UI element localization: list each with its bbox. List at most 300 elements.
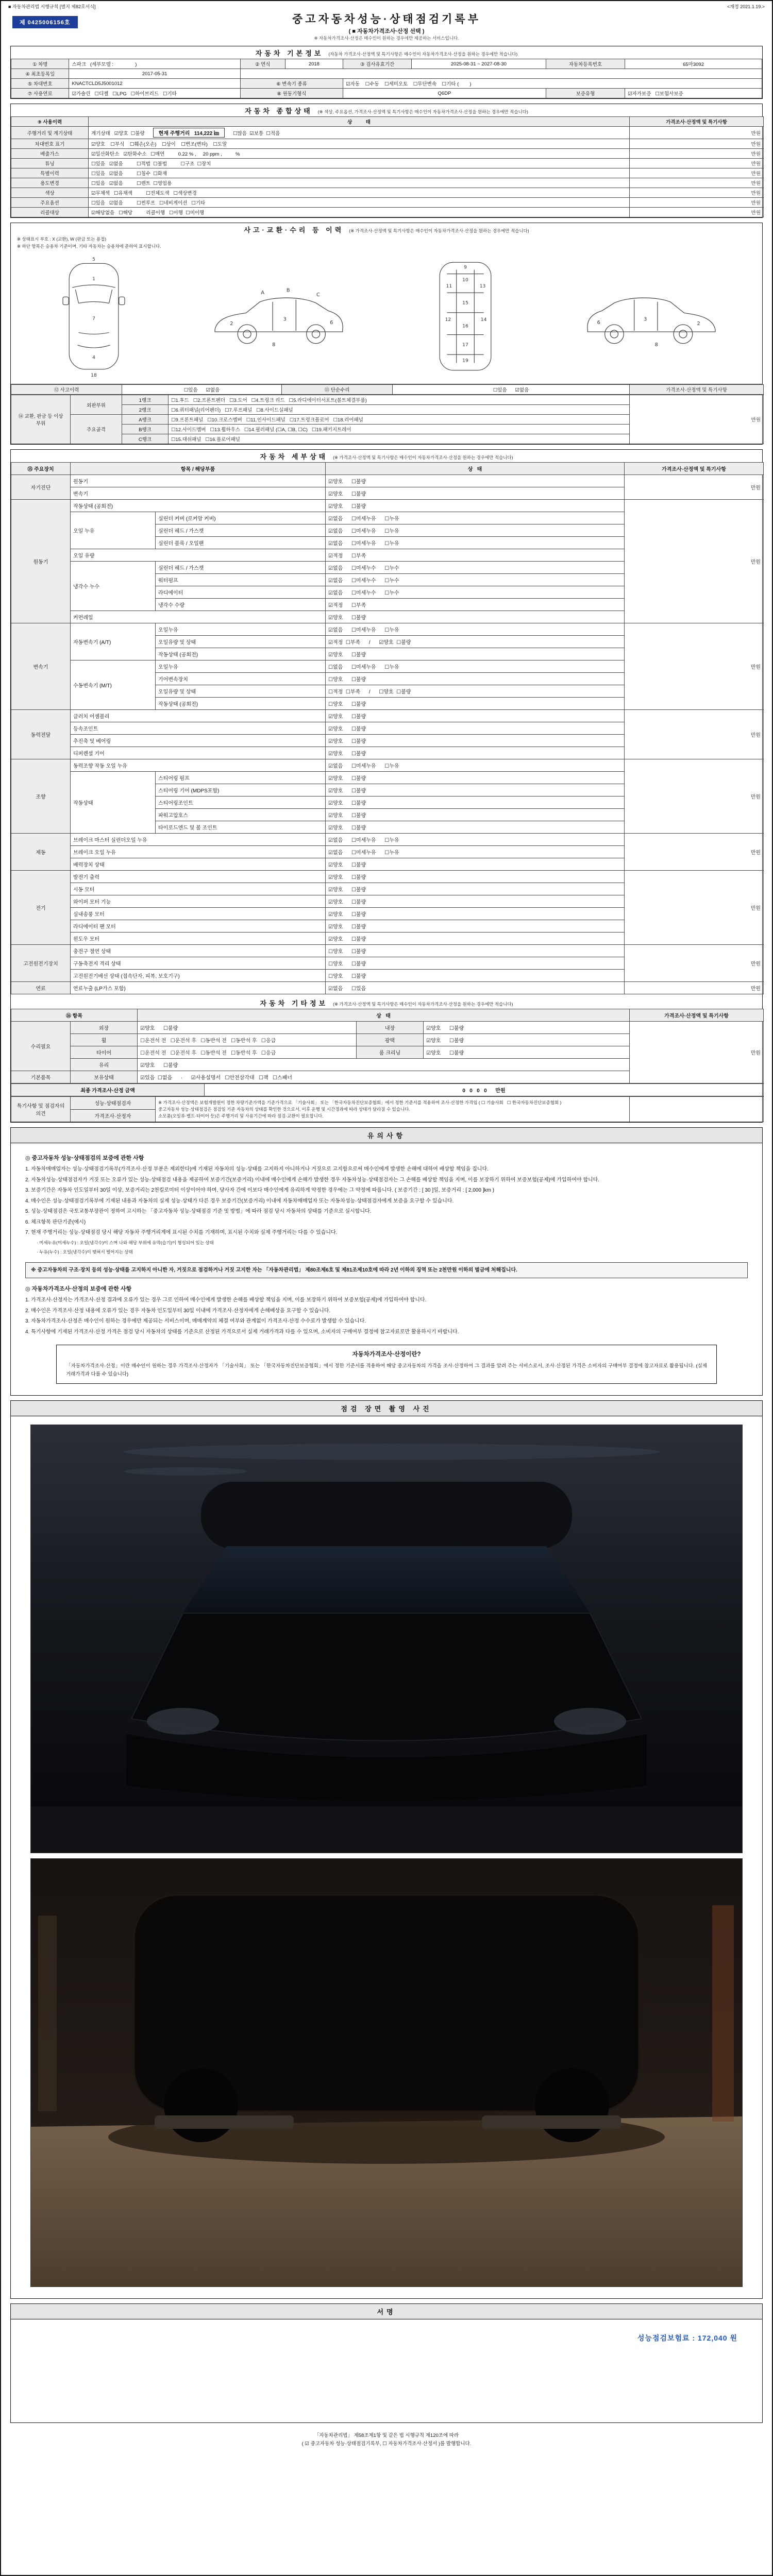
table <box>11 1009 764 1083</box>
table-cell: 변속기 <box>71 487 326 500</box>
footer-line-2: ( ☑ 중고자동차 성능·상태점검기록부, ☐ 자동차가격조사·산정서 )를 발행합니다. <box>301 2441 472 2447</box>
accident-history-table <box>11 384 762 395</box>
table-cell: 구동축전지 격리 상태 <box>71 957 326 970</box>
table-cell: 만원 <box>625 945 764 982</box>
table-cell: 오일유량 및 상태 <box>156 685 326 698</box>
table-cell: 만원 <box>630 1022 764 1083</box>
table-cell: ☑양호 ☐불량 <box>326 487 625 500</box>
plate-number: 65마3092 <box>625 59 762 69</box>
table-cell: ⑮ 주요장치 <box>11 463 71 475</box>
table-cell: ☑자동 ☐수동 ☐세미오토 ☐무단변속 ☐기타 ( ) <box>343 79 762 89</box>
table-cell: 수동변속기 (M/T) <box>71 660 156 710</box>
table-cell: 만원 <box>630 178 764 188</box>
table <box>11 116 764 217</box>
table-cell: ☐있음 ☑없음 <box>122 385 282 395</box>
photo-underbody-graphic <box>31 1859 742 2286</box>
table-row <box>11 710 764 722</box>
table-cell: ☐양호 ☐불량 <box>326 698 625 710</box>
table-cell: 클러치 어셈블리 <box>71 710 326 722</box>
section-title <box>11 996 762 1009</box>
penalty-notice: ※ 중고자동차의 구조·장치 등의 성능·상태를 고지하지 아니한 자, 거짓으로 점검하거나 거짓 고지한 자는 「자동차관리법」 제80조제6호 및 제81조제10호에 따라 2년 이하의 징역 또는 2천만원 이하의 벌금에 처해집니다. <box>25 1262 748 1279</box>
price-appraisal-info-body: 「자동차가격조사·산정」이란 매수인이 원하는 경우 가격조사·산정자가 「기술사회」 또는 「한국자동차진단보증협회」에서 정한 기준서를 적용하여 해당 중고자동차의 가격을 조사·산정하여 그 결과를 알려 주는 서비스로서, 조사·산정된 가격은 소비자의 구매여부 결정에 참고자료로 활용됩니다. (실제 거래가격과 다를 수 있습니다) <box>66 1363 707 1377</box>
vin: KNACTCLD5J5001012 <box>69 79 240 89</box>
table-cell: 스티어링 기어 (MDPS포함) <box>156 784 326 796</box>
table-cell: 작동상태 (공회전) <box>71 500 326 512</box>
notice-section-title: ◎ 중고자동차 성능·상태점검의 보증에 관한 사항 <box>25 1155 144 1161</box>
table-cell: ☑양호 ☐불량 <box>326 858 625 871</box>
table-cell: 시동 모터 <box>71 883 326 895</box>
table-cell: 만원 <box>625 834 764 871</box>
table-cell: ⑤ 차대번호 <box>11 79 69 89</box>
table-cell: ☑양호 ☐불량 <box>326 871 625 883</box>
notice-item: 1. 가격조사·산정자는 가격조사·산정 결과에 오류가 있는 경우 그로 인하여 매수인에게 발생한 손해를 배상할 책임을 지며, 이를 보장하기 위하여 보증보험(공제)에 가입하여야 합니다. <box>25 1297 427 1303</box>
table-cell: 만원 <box>625 982 764 994</box>
table-cell: 만원 <box>630 127 764 139</box>
section-basic-info <box>10 46 763 99</box>
notice-item: · 누유(누수) : 오일(냉각수)이 맺혀서 떨어지는 상태 <box>37 1249 133 1255</box>
table-cell: 워터펌프 <box>156 574 326 586</box>
pillar-label: B <box>287 287 290 294</box>
accident-title: 사고·교환·수리 등 이력 <box>244 226 344 234</box>
table-cell: 브레이크 오일 누유 <box>71 846 326 858</box>
table-cell: ☑양호 ☐불량 <box>424 1022 630 1034</box>
detail-note: (※ 가격조사·산정액 및 특기사항은 매수인이 자동차가격조사·산정을 원하는 경우에만 적습니다) <box>333 455 513 460</box>
table-cell: 특별이력 <box>11 168 89 178</box>
page-subtitle: ( ■ 자동차가격조사·산정 선택 ) <box>348 28 425 35</box>
table-cell: ④ 최초등록일 <box>11 69 69 79</box>
table-row <box>11 834 764 846</box>
table-cell: C랭크 <box>122 434 169 444</box>
table-cell: ☐있음 ☑없음 ☐썬루프 ☐네비게이션 ☐기타 <box>89 198 630 208</box>
panel-number: 18 <box>90 372 97 378</box>
table-cell: Q6DP <box>343 89 546 98</box>
table-cell: ☑없음 ☐미세누유 ☐누유 <box>326 524 625 537</box>
table-cell: 만원 <box>625 871 764 945</box>
table-cell: 디퍼렌셜 기어 <box>71 747 326 759</box>
panel-number: 6 <box>597 320 601 326</box>
table-cell: 외장 <box>71 1022 138 1034</box>
table-cell: 만원 <box>625 500 764 623</box>
table-cell: 등속조인트 <box>71 722 326 735</box>
inspector-opinion-table <box>11 1096 762 1122</box>
table-cell: 원동기 <box>71 475 326 487</box>
table <box>11 59 762 98</box>
table-cell: 상 태 <box>326 463 625 475</box>
car-left-side-diagram <box>207 281 351 353</box>
summary-note: (※ 색상, 주요옵션, 가격조사·산정액 및 특기사항은 매수인이 자동차가격조사·산정을 원하는 경우에만 적습니다) <box>317 109 528 114</box>
table-cell: 2025-08-31 ~ 2027-08-30 <box>412 59 546 69</box>
table-cell: 만원 <box>630 168 764 178</box>
panel-number: 2 <box>230 321 233 327</box>
panel-number: 3 <box>644 316 647 323</box>
table-cell: 실린더 헤드 / 가스켓 <box>156 562 326 574</box>
table-cell: 라디에이터 <box>156 586 326 599</box>
table-row <box>11 89 762 98</box>
pillar-label: A <box>261 290 265 296</box>
table-cell: ☑양호 ☐불량 <box>326 722 625 735</box>
table-cell: ☑양호 ☐불량 <box>326 784 625 796</box>
car-diagrams <box>11 250 762 384</box>
table-cell: 오일누유 <box>156 623 326 636</box>
notice-item: 3. 자동차가격조사·산정은 매수인이 원하는 경우에만 제공되는 서비스이며, 매매계약의 체결 여부와 관계없이 가격조사·산정 수수료가 발생할 수 있습니다. <box>25 1318 366 1325</box>
final-price-table <box>11 1083 762 1096</box>
panel-number: 13 <box>479 284 486 290</box>
table-cell: ☑양호 ☐불량 <box>138 1022 357 1034</box>
table-cell: ☑적정 ☐부족 <box>326 599 625 611</box>
section-title <box>11 46 762 59</box>
table <box>11 462 764 994</box>
notice-item: 6. 체크항목 판단기준(예시) <box>25 1219 86 1225</box>
table-cell: ⑦ 사용연료 <box>11 89 69 98</box>
cell-part: 계기상태 ☑양호 ☐불량 <box>91 131 145 137</box>
table-cell: 2017-05-31 <box>69 69 240 79</box>
table-row <box>11 1022 764 1034</box>
overall-state-table <box>11 116 762 217</box>
notice-section-title: ◎ 자동차가격조사·산정의 보증에 관한 사항 <box>25 1286 132 1292</box>
table-row <box>11 1009 764 1022</box>
cell-part: 중고자동차 성능·상태점검은 점검일 기준 자동차의 상태를 확인한 것으로서, 이후 운행 및 시간경과에 따라 상태가 달라질 수 있습니다. <box>158 1107 410 1112</box>
table-cell: 리콜대상 <box>11 208 89 217</box>
table-cell: 와이퍼 모터 기능 <box>71 895 326 908</box>
table-row <box>11 500 764 512</box>
table-row <box>11 1097 764 1110</box>
table-cell: 만원 <box>630 149 764 159</box>
table-cell: 만원 <box>630 198 764 208</box>
table-cell: 수리필요 <box>11 1022 71 1071</box>
table-cell: ☑양호 ☐불량 <box>326 772 625 784</box>
table-row <box>11 475 764 487</box>
accident-legend-2: ※ 하단 항목은 승용차 기준이며, 기타 자동차는 승용차에 준하여 표시합니다. <box>17 244 161 249</box>
table <box>11 1096 764 1122</box>
cell-part: 소모품(오일류·벨트·타이어 등)은 주행거리 및 사용기간에 따라 점검·교환이 필요합니다. <box>158 1113 324 1118</box>
document-header <box>1 10 772 43</box>
table-cell: 룸 크리닝 <box>357 1046 424 1059</box>
table-cell: ☑양호 ☐불량 <box>326 821 625 834</box>
table-cell: ☑양호 ☐불량 <box>326 908 625 920</box>
table-cell: ⑭ 교환, 판금 등 이상 부위 <box>11 395 71 444</box>
table-row <box>11 198 764 208</box>
table-row <box>11 79 762 89</box>
panel-number: 6 <box>330 320 333 326</box>
panel-number: 11 <box>446 284 452 290</box>
table-cell: 배출가스 <box>11 149 89 159</box>
table-cell: 변속기 <box>11 623 71 710</box>
table-cell <box>240 69 762 79</box>
table-cell: ☐양호 ☐불량 <box>326 957 625 970</box>
table-cell: ☐15.대쉬패널 ☐16.플로어패널 <box>169 434 630 444</box>
notice-list-2 <box>25 1296 748 1336</box>
notice-item: 2. 자동차성능·상태점검자가 거짓 또는 오류가 있는 성능·상태점검 내용을 제공하여 보증기간(보증거리) 이내에 매수인에게 손해가 발생한 경우 자동차성능·상태점검자는 그 손해를 배상할 책임을 지며, 이를 보장하기 위하여 보증보험(공제)에 가입하여야 합니다. <box>25 1177 600 1183</box>
table-cell: 작동상태 (공회전) <box>156 698 326 710</box>
table-row <box>11 871 764 883</box>
table-cell: ☑가솔린 ☐디젤 ☐LPG ☐하이브리드 ☐기타 <box>69 89 240 98</box>
section-title <box>11 223 762 235</box>
table-cell: 만원 <box>630 188 764 198</box>
signature-title-bar: 서명 <box>11 2304 762 2319</box>
panel-number: 7 <box>92 316 95 322</box>
panel-number: 2 <box>697 321 700 327</box>
table-cell: 실린더 커버 (로커암 커버) <box>156 512 326 524</box>
table-cell: ① 차명 <box>11 59 69 69</box>
table-cell: 기어변속장치 <box>156 673 326 685</box>
table-cell: ☑양호 ☐불량 <box>424 1034 630 1046</box>
table-cell: ☑양호 ☐불량 <box>326 920 625 933</box>
panel-number: 16 <box>462 324 468 329</box>
basic-info-table <box>11 59 762 98</box>
car-top-view-diagram <box>50 255 138 379</box>
insurance-fee-label: 성능점검보험료 : <box>637 2333 698 2342</box>
table-cell: 1랭크 <box>122 395 169 405</box>
table-cell: ☑양호 ☐불량 <box>326 648 625 660</box>
table-row <box>11 149 764 159</box>
table-cell: 만원 <box>625 710 764 759</box>
table-cell: 브레이크 마스터 실린더오일 누유 <box>71 834 326 846</box>
table-cell: 냉각수 수량 <box>156 599 326 611</box>
table-cell: ☑없음 ☐미세누수 ☐누수 <box>326 574 625 586</box>
table-cell: ☐6.쿼터패널(리어펜더) ☐7.루프패널 ☐8.사이드실패널 <box>169 405 630 415</box>
table-cell: 오일 누유 <box>71 512 156 549</box>
notice-body <box>11 1143 762 1395</box>
table-cell: ☐있음 ☑없음 ☐침수 ☐화재 <box>89 168 630 178</box>
table-row <box>11 463 764 475</box>
table-cell: 오일 유량 <box>71 549 326 562</box>
table-cell: 실린더 헤드 / 가스켓 <box>156 524 326 537</box>
panel-number: 4 <box>92 355 95 361</box>
accident-legend-1: ※ 상태표시 부호 : X (교환), W (판금 또는 용접) <box>17 236 107 242</box>
table-cell: 제동 <box>11 834 71 871</box>
table-cell: 내장 <box>357 1022 424 1034</box>
table-cell: 색상 <box>11 188 89 198</box>
panel-number: 15 <box>462 300 468 306</box>
table-cell: 추진축 및 베어링 <box>71 735 326 747</box>
table-cell: ☐9.프론트패널 ☐10.크로스멤버 ☐11.인사이드패널 ☐17.트렁크플로어 ☐18.리어패널 <box>169 415 630 425</box>
price-appraisal-info-title: 자동차가격조사·산정이란? <box>352 1351 421 1358</box>
table-row <box>11 1084 764 1096</box>
section-accident-history <box>10 223 763 445</box>
table-cell: 커먼레일 <box>71 611 326 623</box>
table-cell: 냉각수 누수 <box>71 562 156 611</box>
table-cell: 보유상태 <box>71 1071 138 1083</box>
table-cell: ☐운전석 전 ☐운전석 후 ☐동반석 전 ☐동반석 후 ☐응급 <box>138 1034 357 1046</box>
table-cell: ☐양호 ☐불량 <box>326 673 625 685</box>
table-cell: 자기진단 <box>11 475 71 500</box>
table-row <box>11 759 764 772</box>
panel-number: 5 <box>92 257 95 263</box>
etc-title: 자동차 기타정보 <box>260 999 328 1007</box>
table-cell: 만원 <box>625 623 764 710</box>
table-cell: 가격조사·산정액 및 특기사항 <box>630 1009 764 1022</box>
panel-number: 19 <box>462 358 468 364</box>
table-cell: 타이로드엔드 및 볼 조인트 <box>156 821 326 834</box>
table-cell: ⑯ 항목 <box>11 1009 138 1022</box>
table-cell: ☑없음 ☐미세누유 ☐누유 <box>326 537 625 549</box>
table-cell: ☑없음 ☐미세누유 ☐누유 <box>326 834 625 846</box>
table-row <box>11 139 764 149</box>
table-cell: ☐없음 ☐미세누유 ☐누유 <box>326 660 625 673</box>
table-cell: 오일유량 및 상태 <box>156 636 326 648</box>
table-cell: ☑양호 ☐불량 <box>326 809 625 821</box>
table-cell: 스파크 (세부모델 : ) <box>69 59 240 69</box>
notice-title-bar: 유의사항 <box>11 1128 762 1143</box>
inspection-photo-underbody <box>30 1858 743 2287</box>
table-cell: ☑양호 ☐불량 <box>326 611 625 623</box>
table-cell: 가격조사·산정액 및 특기사항 <box>625 463 764 475</box>
table-cell: 실내송풍 모터 <box>71 908 326 920</box>
table-cell: 작동상태 (공회전) <box>156 648 326 660</box>
panel-number: 14 <box>480 317 487 323</box>
notice-item: 3. 보증기간은 자동차 인도일부터 30일 이상, 보증거리는 2천킬로미터 이상이어야 하며, 당사자 간에 이보다 매수인에게 유리하게 약정한 경우에는 그 약정에 따릅니다. ( 보증기간 : [ 30 ]일, 보증거리 : [ 2,000 ]km ) <box>25 1188 494 1194</box>
table <box>11 1083 764 1096</box>
table-cell: ☑없음 ☐미세누유 ☐누유 <box>326 759 625 772</box>
table-cell: 상 태 <box>89 117 630 127</box>
car-right-side-diagram <box>579 281 723 353</box>
form-reference-right: <개정 2021.1.19.> <box>727 4 765 9</box>
signature-body <box>11 2319 762 2422</box>
inspection-insurance-fee <box>637 2333 737 2343</box>
table-cell: 주요골격 <box>71 415 122 444</box>
notice-item: 1. 자동차매매업자는 성능·상태점검기록부(가격조사·산정 부분은 제외한다)에 기재된 자동차의 성능·상태를 고지하지 아니하거나 거짓으로 고지함으로써 매수인에게 발생한 손해에 대하여 배상할 책임을 집니다. <box>25 1166 489 1173</box>
section-title <box>11 450 762 462</box>
table-row <box>11 59 762 69</box>
table-cell: ② 연식 <box>240 59 285 69</box>
table-cell: ③ 검사유효기간 <box>343 59 412 69</box>
etc-info-table <box>11 1009 762 1083</box>
table-row <box>11 178 764 188</box>
section-signature <box>10 2303 763 2423</box>
table-cell: 튜닝 <box>11 159 89 168</box>
detail-state-table <box>11 462 762 994</box>
table-cell: 차대번호 표기 <box>11 139 89 149</box>
table-cell: ☑없음 ☐미세누유 ☐누유 <box>326 846 625 858</box>
panel-number: 1 <box>92 276 95 282</box>
section-photos <box>10 1400 763 2299</box>
table-cell: 휠 <box>71 1034 138 1046</box>
panel-number: 3 <box>283 316 287 323</box>
table-cell: 라디에이터 팬 모터 <box>71 920 326 933</box>
table <box>11 384 764 395</box>
notice-item: 7. 현재 주행거리는 성능·상태점검 당시 해당 자동차 주행거리계에 표시된 수치를 기재하며, 표시된 수치와 실제 주행거리는 다를 수 있습니다. <box>25 1230 338 1236</box>
table-cell: 특기사항 및 점검자의 의견 <box>11 1097 71 1122</box>
table-cell: 2018 <box>285 59 343 69</box>
table-cell: ⑥ 변속기 종류 <box>240 79 343 89</box>
form-reference <box>1 1 772 10</box>
table-cell: 상 태 <box>138 1009 630 1022</box>
table-cell: ☐양호 ☐불량 <box>326 945 625 957</box>
table-row <box>11 208 764 217</box>
table-cell: 오일누유 <box>156 660 326 673</box>
table-cell: 조향 <box>11 759 71 834</box>
photo-front-top-graphic <box>31 1425 742 1853</box>
table-row <box>11 385 764 395</box>
table-cell: ☐있음 ☑없음 <box>393 385 630 395</box>
notice-sublist <box>25 1239 748 1256</box>
table-cell: 발전기 출력 <box>71 871 326 883</box>
table-row <box>11 982 764 994</box>
table-cell: ☑양호 ☐불량 <box>326 895 625 908</box>
notice-list-1 <box>25 1165 748 1238</box>
panel-number: 17 <box>462 342 468 348</box>
table-cell: 연료누출 (LP가스 포함) <box>71 982 326 994</box>
table-cell: 원동기 <box>11 500 71 623</box>
table-cell: 연료 <box>11 982 71 994</box>
table-cell: 동력조향 작동 오일 누유 <box>71 759 326 772</box>
final-price: 0 0 0 0 만원 <box>205 1084 764 1096</box>
table-cell: ☑양호 ☐불량 <box>326 933 625 945</box>
table-cell: B랭크 <box>122 425 169 434</box>
inspection-photo-front-top <box>30 1425 743 1853</box>
table-cell: 만원 <box>630 208 764 217</box>
table-cell: ☑있음 ☐없음 · ☑사용설명서 ☐안전삼각대 ☐잭 ☐스패너 <box>138 1071 630 1083</box>
basic-title: 자동차 기본정보 <box>255 49 324 57</box>
detail-title: 자동차 세부상태 <box>260 453 328 461</box>
table-cell: 광택 <box>357 1034 424 1046</box>
table-cell: 항목 / 해당부품 <box>71 463 326 475</box>
table-cell: ☑양호 ☐불량 <box>138 1059 630 1071</box>
table-row <box>11 127 764 139</box>
pillar-label: C <box>316 292 321 298</box>
table <box>11 395 764 444</box>
cell-part: ☐많음 ☑보통 ☐적음 <box>233 131 280 137</box>
table-cell: 주행거리 및 계기상태 <box>11 127 89 139</box>
table-cell: ☑자가보증 ☐보험사보증 <box>625 89 762 98</box>
table-cell: 자동차등록번호 <box>546 59 625 69</box>
footer-line-1: 「자동차관리법」 제58조제1항 및 같은 법 시행규칙 제120조에 따라 <box>314 2432 459 2438</box>
table-cell: ☑일산화탄소 ☑탄화수소 ☐매연 0.22 % , 20 ppm , % <box>89 149 630 159</box>
table-cell: ☐양호 ☐불량 <box>326 970 625 982</box>
table-cell: 만원 <box>625 759 764 834</box>
photos-title-bar: 점검 장면 촬영 사진 <box>11 1401 762 1416</box>
table-cell: ☑양호 ☐불량 <box>326 735 625 747</box>
table-cell: ☑양호 ☐불량 <box>326 475 625 487</box>
table-cell <box>156 1097 630 1122</box>
notice-item: · 미세누유(미세누수) : 오일(냉각수)이 스며 나와 해당 부위에 유막(습기)이 형성되어 있는 상태 <box>37 1240 214 1245</box>
table-cell: 전기 <box>11 871 71 945</box>
table-cell: 스티어링 펌프 <box>156 772 326 784</box>
panel-number: 8 <box>272 342 276 348</box>
panel-number: 10 <box>462 277 468 283</box>
footer <box>1 2428 772 2455</box>
section-detail-state <box>10 449 763 1123</box>
table-cell: 배력장치 상태 <box>71 858 326 871</box>
etc-note: (※ 가격조사·산정액 및 특기사항은 매수인이 자동차가격조사·산정을 원하는 경우에만 적습니다) <box>333 1002 513 1007</box>
table-cell: ☑양호 ☐부식 ☐훼손(오손) ☐상이 ☐변조(변타) ☐도말 <box>89 139 630 149</box>
table-cell <box>89 127 630 139</box>
table-cell: ☑적정 ☐부족 <box>326 549 625 562</box>
table-cell: ☑양호 ☐불량 <box>326 500 625 512</box>
table-cell: 용도변경 <box>11 178 89 188</box>
table-cell <box>630 1097 764 1122</box>
table-cell: 가격조사·산정액 및 특기사항 <box>630 385 764 395</box>
table-cell: ⑨ 사용이력 <box>11 117 89 127</box>
table-row <box>11 623 764 636</box>
table-cell: ☑양호 ☐불량 <box>424 1046 630 1059</box>
table-cell: 주요옵션 <box>11 198 89 208</box>
basic-note: (자동차 가격조사·산정액 및 특기사항은 매수인이 자동차가격조사·산정을 원하는 경우에만 적습니다) <box>328 52 518 57</box>
car-underbody-diagram <box>422 255 509 379</box>
table-cell: 타이어 <box>71 1046 138 1059</box>
table-cell: ⑬ 단순수리 <box>282 385 393 395</box>
table-cell: ☐12.사이드멤버 ☐13.휠하우스 ☐14.필러패널 (☐A, ☐B, ☐C) ☐19.패키지트레이 <box>169 425 630 434</box>
table-row <box>11 395 764 405</box>
accident-note: (※ 가격조사·산정액 및 특기사항은 매수인이 자동차가격조사·산정을 원하는 경우에만 적습니다) <box>349 228 529 233</box>
page-title-note: ※ 자동차가격조사·산정은 매수인이 원하는 경우에만 제공하는 서비스입니다. <box>314 36 459 41</box>
table-cell: 충전구 절연 상태 <box>71 945 326 957</box>
section-notice <box>10 1127 763 1396</box>
table-row <box>11 117 764 127</box>
table-cell: ☑없음 ☐있음 <box>326 982 625 994</box>
table-cell: 스티어링조인트 <box>156 796 326 809</box>
table-cell: ☑양호 ☐불량 <box>326 747 625 759</box>
